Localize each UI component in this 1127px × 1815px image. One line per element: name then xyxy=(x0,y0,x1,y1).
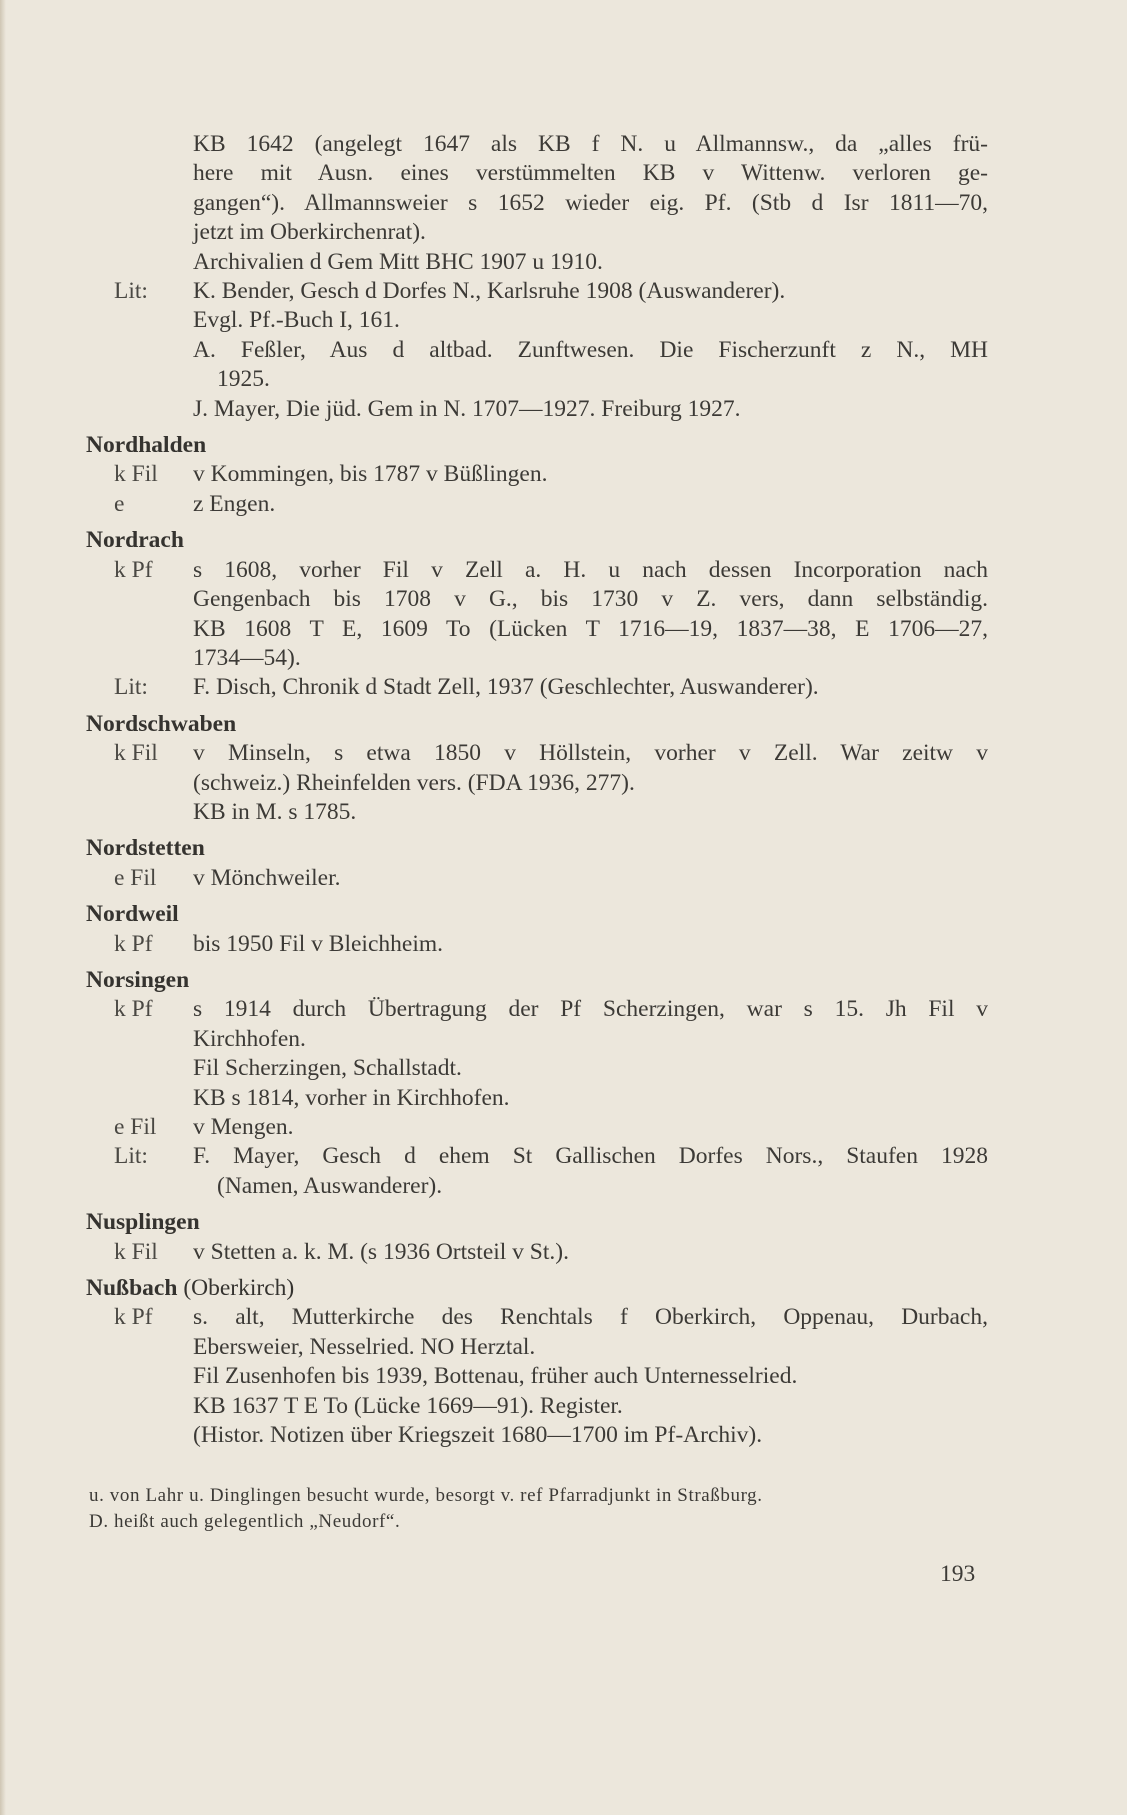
entry-line: Ebersweier, Nesselried. NO Herztal. xyxy=(193,1333,536,1360)
entry-text: v Mönchweiler. xyxy=(193,864,341,891)
entry-line xyxy=(86,460,988,489)
entry-tag: k Fil xyxy=(114,1238,158,1265)
entry-line: KB 1637 T E To (Lücke 1669—91). Register. xyxy=(193,1392,623,1419)
entry-text: v Minseln, s etwa 1850 v Höllstein, vorher v Zell. War zeitw v xyxy=(193,740,988,767)
text-line: KB 1642 (angelegt 1647 als KB f N. u Allmannsw., da „alles frü- xyxy=(193,131,988,157)
entry-line: Gengenbach bis 1708 v G., bis 1730 v Z. vers, dann selbständig. xyxy=(193,586,988,613)
entry-text: s 1914 durch Übertragung der Pf Scherzingen, war s 15. Jh Fil v xyxy=(193,996,988,1023)
lit-tag: Lit: xyxy=(114,674,148,701)
entry-tag: k Pf xyxy=(114,1304,153,1331)
entry-line xyxy=(86,1303,988,1332)
entry-heading xyxy=(86,1274,988,1303)
entry-heading: Nordweil xyxy=(86,901,179,928)
entry-heading: Nordschwaben xyxy=(86,710,237,737)
literature-text: K. Bender, Gesch d Dorfes N., Karlsruhe 1908 (Auswanderer). xyxy=(193,278,786,305)
literature-line: 1925. xyxy=(217,366,270,393)
entry-text: v Mengen. xyxy=(193,1114,294,1140)
page-number: 193 xyxy=(940,1561,976,1587)
footnote-line: D. heißt auch gelegentlich „Neudorf“. xyxy=(89,1511,401,1532)
literature-line: A. Feßler, Aus d altbad. Zunftwesen. Die Fischerzunft z N., MH xyxy=(193,336,988,363)
entry-line xyxy=(86,995,988,1024)
footnote xyxy=(89,1483,981,1535)
text-line: here mit Ausn. eines verstümmelten KB v Wittenw. verloren ge- xyxy=(193,160,988,187)
entry-line: Fil Scherzingen, Schallstadt. xyxy=(193,1055,462,1082)
page-content xyxy=(86,130,988,1450)
lit-tag: Lit: xyxy=(114,278,148,305)
entry-line: KB in M. s 1785. xyxy=(193,798,357,825)
entry-tag: k Pf xyxy=(114,930,153,957)
entry-tag: k Fil xyxy=(114,740,158,767)
entry-heading: Norsingen xyxy=(86,966,190,993)
literature-line: Evgl. Pf.-Buch I, 161. xyxy=(193,307,400,334)
entry-line: 1734—54). xyxy=(193,644,301,671)
text-line: Archivalien d Gem Mitt BHC 1907 u 1910. xyxy=(193,248,603,275)
entry-heading: Nordrach xyxy=(86,527,184,554)
entry-text: s. alt, Mutterkirche des Renchtals f Oberkirch, Oppenau, Durbach, xyxy=(193,1304,988,1331)
entry-heading: Nordhalden xyxy=(86,432,207,459)
footnote-line: u. von Lahr u. Dinglingen besucht wurde, besorgt v. ref Pfarradjunkt in Straßburg. xyxy=(89,1485,763,1506)
entry-line xyxy=(86,556,988,585)
literature-line xyxy=(86,1142,988,1171)
entry-tag: k Fil xyxy=(114,461,158,488)
entry-tag: k Pf xyxy=(114,556,153,583)
entry-text: v Kommingen, bis 1787 v Büßlingen. xyxy=(193,461,548,488)
entry-line xyxy=(86,490,988,519)
entry-heading: Nusplingen xyxy=(86,1209,200,1236)
entry-text: v Stetten a. k. M. (s 1936 Ortsteil v St.). xyxy=(193,1238,569,1265)
entry-heading-name: Nußbach xyxy=(86,1275,178,1302)
lit-tag: Lit: xyxy=(114,1143,148,1170)
entry-tag: k Pf xyxy=(114,996,153,1023)
entry-text: z Engen. xyxy=(193,490,276,517)
literature-line xyxy=(86,277,988,306)
entry-text: s 1608, vorher Fil v Zell a. H. u nach dessen Incorporation nach xyxy=(193,556,988,583)
entry-line: Kirchhofen. xyxy=(193,1025,306,1052)
entry-tag: e Fil xyxy=(114,1114,157,1140)
text-line: gangen“). Allmannsweier s 1652 wieder eig. Pf. (Stb d Isr 1811—70, xyxy=(193,189,988,216)
entry-heading-sub: (Oberkirch) xyxy=(183,1275,295,1302)
entry-line: (schweiz.) Rheinfelden vers. (FDA 1936, 277). xyxy=(193,769,635,796)
entry-line: KB s 1814, vorher in Kirchhofen. xyxy=(193,1084,510,1111)
literature-text: F. Mayer, Gesch d ehem St Gallischen Dorfes Nors., Staufen 1928 xyxy=(193,1143,988,1170)
entry-line xyxy=(86,1238,988,1267)
entry-line: Fil Zusenhofen bis 1939, Bottenau, früher auch Unternesselried. xyxy=(193,1363,798,1390)
entry-heading: Nordstetten xyxy=(86,835,205,862)
literature-line: J. Mayer, Die jüd. Gem in N. 1707—1927. Freiburg 1927. xyxy=(193,395,741,422)
entry-tag: e Fil xyxy=(114,864,157,891)
entry-line xyxy=(86,864,988,893)
entry-tag: e xyxy=(114,490,125,517)
entry-line: (Histor. Notizen über Kriegszeit 1680—1700 im Pf-Archiv). xyxy=(193,1422,763,1449)
literature-text: F. Disch, Chronik d Stadt Zell, 1937 (Geschlechter, Auswanderer). xyxy=(193,674,819,701)
literature-line: (Namen, Auswanderer). xyxy=(217,1172,443,1199)
entry-line xyxy=(86,930,988,959)
entry-line: KB 1608 T E, 1609 To (Lücken T 1716—19, 1837—38, E 1706—27, xyxy=(193,615,988,642)
entry-line xyxy=(86,739,988,768)
entry-line xyxy=(86,1113,988,1142)
literature-line xyxy=(86,673,988,702)
entry-text: bis 1950 Fil v Bleichheim. xyxy=(193,930,444,957)
text-line: jetzt im Oberkirchenrat). xyxy=(193,219,426,246)
